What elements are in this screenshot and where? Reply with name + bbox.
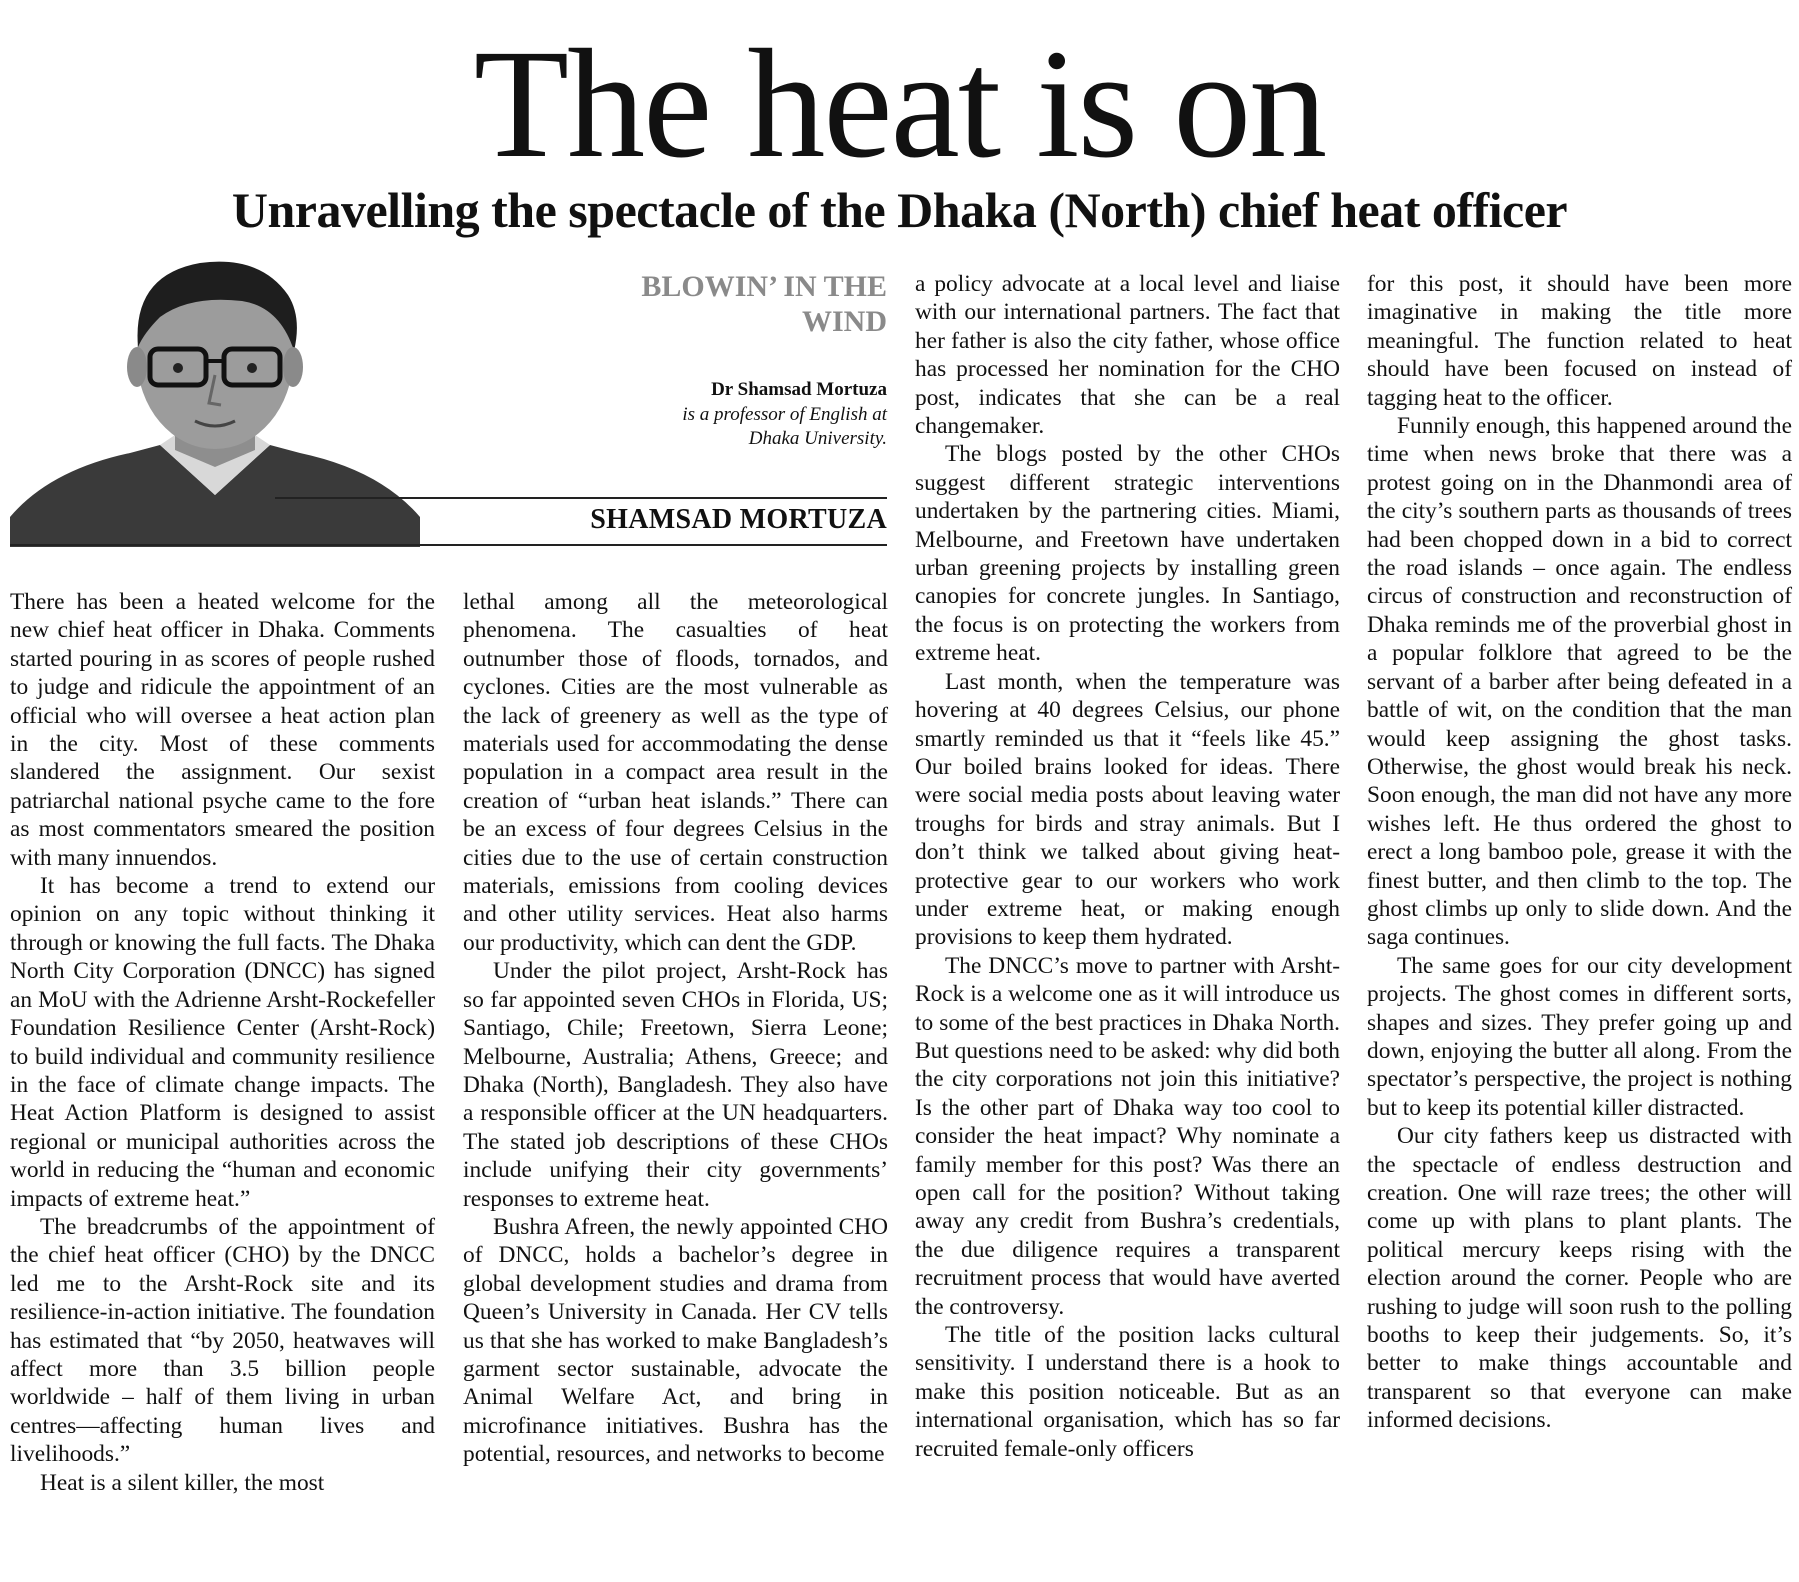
paragraph: lethal among all the meteorological phenomena. The casualties of heat outnumber those of floods, tornados, and cyclones. Cities are the most vulnerable as the lack of greenery as well as the type of materials used for accommodating the dense population in a compact area result in the creation of “urban heat islands.” There can be an excess of four degrees Celsius in the cities due to the use of certain construction materials, emissions from cooling devices and other utility services. Heat also harms our productivity, which can dent the GDP. (463, 589, 888, 956)
paragraph: Heat is a silent killer, the most (40, 1469, 325, 1496)
paragraph: It has become a trend to extend our opinion on any topic without thinking it through or knowing the full facts. The Dhaka North City Corporation (DNCC) has signed an MoU with the Adrienne Arsht-Rockefeller Foundation Resilience Center (Arsht-Rock) to build individual and community resilience in the face of climate change impacts. The Heat Action Platform is designed to assist regional or municipal authorities across the world in reducing the “human and economic impacts of extreme heat.” (10, 873, 435, 1212)
paragraph: Funnily enough, this happened around the time when news broke that there was a protest going on in the Dhanmondi area of the city’s southern parts as thousands of trees had been chopped down in a bid to correct the road islands – once again. The endless circus of construction and reconstruction of Dhaka reminds me of the proverbial ghost in a popular folklore that agreed to be the servant of a barber after being defeated in a battle of wit, on the condition that the man would keep assigning the ghost tasks. Otherwise, the ghost would break his neck. Soon enough, the man did not have any more wishes left. He thus ordered the ghost to erect a long bamboo pole, grease it with the finest butter, and then climb to the top. The ghost climbs up only to slide down. And the saga continues. (1367, 413, 1792, 951)
paragraph: Last month, when the temperature was hovering at 40 degrees Celsius, our phone smartly reminded us that it “feels like 45.” Our boiled brains looked for ideas. There were social media posts about leaving water troughs for birds and stray animals. But I don’t think we talked about giving heat-protective gear to our workers who work under extreme heat, or making enough provisions to keep them hydrated. (915, 668, 1340, 951)
paragraph: a policy advocate at a local level and liaise with our international partners. The fact that her father is also the city father, whose office has processed her nomination for the CHO post, indicates that she can be a real changemaker. (915, 271, 1340, 440)
byline: SHAMSAD MORTUZA (590, 504, 887, 535)
paragraph: The title of the position lacks cultural sensitivity. I understand there is a hook to make this position noticeable. But as an international organisation, which has so far recruited female-only officers (915, 1322, 1340, 1462)
paragraph: Under the pilot project, Arsht-Rock has so far appointed seven CHOs in Florida, US; Santiago, Chile; Freetown, Sierra Leone; Melbourne, Australia; Athens, Greece; and Dhaka (North), Bangladesh. They also have a responsible officer at the UN headquarters. The stated job descriptions of these CHOs include unifying their city governments’ responses to extreme heat. (463, 958, 888, 1212)
author-portrait (10, 255, 420, 547)
paragraph: The same goes for our city development projects. The ghost comes in different sorts, shapes and sizes. They prefer going up and down, enjoying the butter all along. From the spectator’s perspective, the project is nothing but to keep its potential killer distracted. (1367, 952, 1792, 1121)
subheadline: Unravelling the spectacle of the Dhaka (North) chief heat officer (231, 182, 1568, 238)
paragraph: The DNCC’s move to partner with Arsht-Rock is a welcome one as it will introduce us to some of the best practices in Dhaka North. But questions need to be asked: why did both the city corporations not join this initiative? Is the other part of Dhaka way too cool to consider the heat impact? Why nominate a family member for this post? Was there an open call for the position? Without taking away any credit from Bushra’s credentials, the due diligence requires a transparent recruitment process that would have averted the controversy. (915, 952, 1340, 1320)
author-bio (567, 378, 887, 452)
paragraph: The blogs posted by the other CHOs suggest different strategic interventions undertaken by the partnering cities. Miami, Melbourne, and Freetown have undertaken urban greening projects by installing green canopies for concrete jungles. In Santiago, the focus is on protecting the workers from extreme heat. (915, 441, 1340, 667)
paragraph: Bushra Afreen, the newly appointed CHO of DNCC, holds a bachelor’s degree in global development studies and drama from Queen’s University in Canada. Her CV tells us that she has worked to make Bangladesh’s garment sector sustainable, advocate the Animal Welfare Act, and bring in microfinance initiatives. Bushra has the potential, resources, and networks to become (463, 1213, 888, 1468)
paragraph: for this post, it should have been more imaginative in making the title more meaningful. The function related to heat should have been focused on instead of tagging heat to the officer. (1367, 271, 1792, 411)
section-label: BLOWIN’ IN THE WIND (641, 270, 887, 338)
author-bio-line-1: is a professor of English at (682, 403, 887, 425)
paragraph: The breadcrumbs of the appointment of the chief heat officer (CHO) by the DNCC led me to the Arsht-Rock site and its resilience-in-action initiative. The foundation has estimated that “by 2050, heatwaves will affect more than 3.5 billion people worldwide – half of them living in urban centres—affecting human lives and livelihoods.” (10, 1213, 435, 1468)
article-column-3 (915, 270, 1340, 1463)
byline-divider (275, 497, 887, 499)
article-column-4 (1367, 270, 1792, 1435)
header-bottom-divider (10, 544, 887, 546)
article-column-1 (10, 588, 435, 1497)
author-bio-line-2: Dhaka University. (748, 428, 887, 450)
article-column-2 (463, 588, 888, 1469)
paragraph: There has been a heated welcome for the new chief heat officer in Dhaka. Comments started pouring in as scores of people rushed to judge and ridicule the appointment of an official who will oversee a heat action plan in the city. Most of these comments slandered the assignment. Our sexist patriarchal national psyche came to the fore as most commentators smeared the position with many innuendos. (10, 589, 435, 871)
author-name: Dr Shamsad Mortuza (711, 379, 887, 400)
headline: The heat is on (473, 17, 1326, 190)
paragraph: Our city fathers keep us distracted with the spectacle of endless destruction and creation. One will raze trees; the other will come up with plans to plant plants. The political mercury keeps rising with the election around the corner. People who are rushing to judge will soon rush to the polling booths to keep their judgements. So, it’s better to make things accountable and transparent so that everyone can make informed decisions. (1367, 1123, 1792, 1434)
